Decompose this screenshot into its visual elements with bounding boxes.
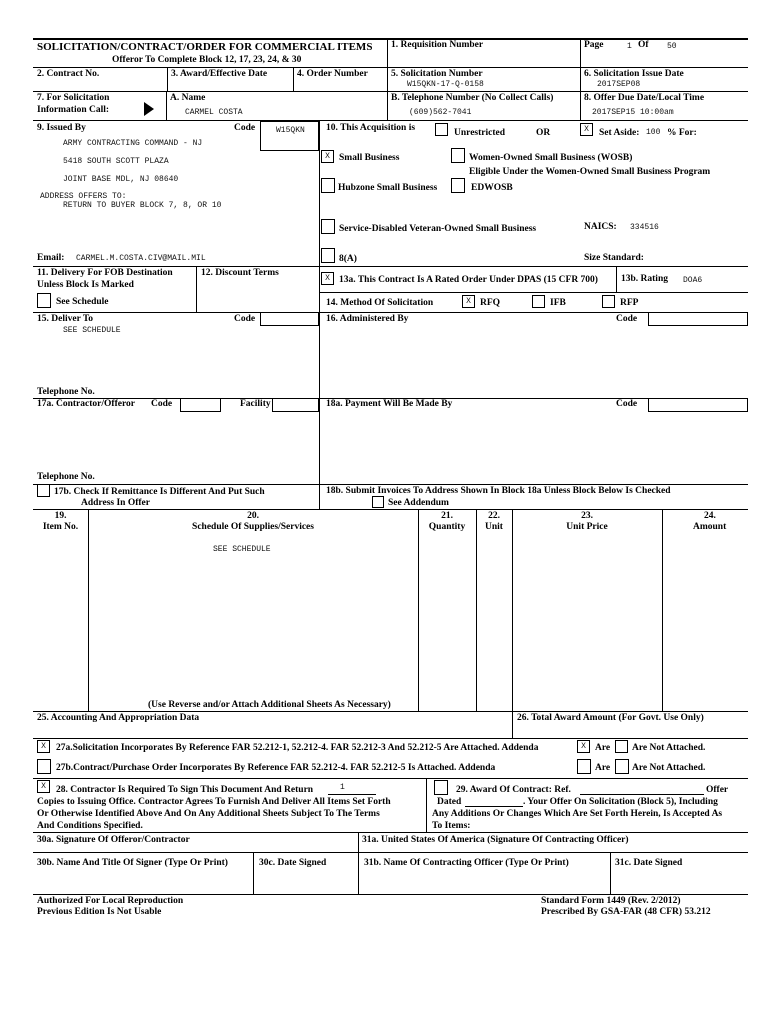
or-label: OR xyxy=(536,128,551,138)
payment-code-label: Code xyxy=(616,399,638,409)
issuer-line-3: JOINT BASE MDL, NJ 08640 xyxy=(63,175,179,184)
signature-contractor-label: 30a. Signature Of Offeror/Contractor xyxy=(37,835,190,845)
edwosb-label: EDWOSB xyxy=(471,183,513,193)
offer-due-label: 8. Offer Due Date/Local Time xyxy=(584,93,705,103)
block-27b-are-checkbox[interactable] xyxy=(577,759,591,774)
block-28-line-1: 28. Contractor Is Required To Sign This Document And Return xyxy=(56,785,314,795)
rating-label: 13b. Rating xyxy=(621,274,668,284)
col-amount-header: Amount xyxy=(693,522,727,532)
contractor-telephone-label: Telephone No. xyxy=(37,472,95,482)
wosb-label: Women-Owned Small Business (WOSB) xyxy=(469,153,633,163)
delivery-label: 11. Delivery For FOB Destination xyxy=(37,268,173,278)
col-20-number: 20. xyxy=(247,511,259,521)
form-title: SOLICITATION/CONTRACT/ORDER FOR COMMERCIAL ITEMS xyxy=(37,41,373,53)
email-value: CARMEL.M.COSTA.CIV@MAIL.MIL xyxy=(76,254,206,263)
facility-box[interactable] xyxy=(272,398,319,412)
footer-reproduction: Authorized For Local Reproduction xyxy=(37,896,184,906)
schedule-body: SEE SCHEDULE xyxy=(213,545,271,554)
solicitation-no: W15QKN-17-Q-0158 xyxy=(407,80,484,89)
signer-date-label: 30c. Date Signed xyxy=(259,858,327,868)
deliver-to-telephone-label: Telephone No. xyxy=(37,387,95,397)
footer-previous-edition: Previous Edition Is Not Usable xyxy=(37,907,162,917)
hubzone-checkbox[interactable] xyxy=(321,178,335,193)
deliver-to-label: 15. Deliver To xyxy=(37,314,94,324)
block-29-line-4: To Items: xyxy=(432,821,471,831)
block-29-line-2: . Your Offer On Solicitation (Block 5), Including xyxy=(523,797,718,807)
block-27b-are-not-label: Are Not Attached. xyxy=(632,763,706,773)
schedule-footer-note: (Use Reverse and/or Attach Additional Sheets As Necessary) xyxy=(148,700,391,710)
see-schedule-label: See Schedule xyxy=(56,297,109,307)
administered-by-label: 16. Administered By xyxy=(326,314,409,324)
ifb-checkbox[interactable] xyxy=(532,295,545,308)
footer-form-number: Standard Form 1449 (Rev. 2/2012) xyxy=(541,896,681,906)
for-info-label-2: Information Call: xyxy=(37,105,110,115)
set-aside-checkbox[interactable]: X xyxy=(580,123,593,136)
delivery-label-2: Unless Block Is Marked xyxy=(37,280,134,290)
total-award-label: 26. Total Award Amount (For Govt. Use Only) xyxy=(517,713,704,723)
arrow-right-icon xyxy=(143,102,155,116)
invoices-label: 18b. Submit Invoices To Address Shown In Block 18a Unless Block Below Is Checked xyxy=(326,486,671,496)
block-27a-are-not-checkbox[interactable] xyxy=(615,740,628,753)
rating-value: DOA6 xyxy=(683,276,703,285)
col-19-number: 19. xyxy=(54,511,67,521)
col-21-number: 21. xyxy=(441,511,453,521)
block-27a-are-label: Are xyxy=(595,743,611,753)
eight-a-checkbox[interactable] xyxy=(321,248,335,263)
issuer-line-1: ARMY CONTRACTING COMMAND - NJ xyxy=(63,139,203,148)
issuer-line-5: RETURN TO BUYER BLOCK 7, 8, OR 10 xyxy=(63,201,222,210)
deliver-to-code-label: Code xyxy=(234,314,256,324)
issue-date: 2017SEP08 xyxy=(597,80,641,89)
col-24-number: 24. xyxy=(704,511,716,521)
block-29-checkbox[interactable] xyxy=(434,780,448,795)
ifb-label: IFB xyxy=(550,298,566,308)
sdvosb-label: Service-Disabled Veteran-Owned Small Business xyxy=(339,224,537,234)
footer-prescribed-by: Prescribed By GSA-FAR (48 CFR) 53.212 xyxy=(541,907,711,917)
small-business-checkbox[interactable]: X xyxy=(321,150,334,163)
contact-name: CARMEL COSTA xyxy=(185,108,243,117)
issued-by-code: W15QKN xyxy=(276,126,305,135)
block-27a-are-not-label: Are Not Attached. xyxy=(632,743,706,753)
remittance-label: 17b. Check If Remittance Is Different And Put Such xyxy=(54,487,265,497)
edwosb-checkbox[interactable] xyxy=(451,178,465,193)
set-aside-for-label: % For: xyxy=(667,128,697,138)
acquisition-label: 10. This Acquisition is xyxy=(326,123,416,133)
administered-code-box[interactable] xyxy=(648,312,748,326)
offer-due-value: 2017SEP15 10:00am xyxy=(592,108,674,117)
page-label: Page xyxy=(584,40,604,50)
contract-no-label: 2. Contract No. xyxy=(37,69,100,79)
rfq-checkbox[interactable]: X xyxy=(462,295,475,308)
col-22-number: 22. xyxy=(488,511,500,521)
signer-name-label: 30b. Name And Title Of Signer (Type Or Print) xyxy=(37,858,228,868)
small-business-label: Small Business xyxy=(339,153,400,163)
rfp-checkbox[interactable] xyxy=(602,295,615,308)
discount-terms-label: 12. Discount Terms xyxy=(201,268,279,278)
block-27b-checkbox[interactable] xyxy=(37,759,51,774)
name-label: A. Name xyxy=(170,93,206,103)
col-supplies-header: Schedule Of Supplies/Services xyxy=(192,522,314,532)
contractor-code-label: Code xyxy=(151,399,173,409)
block-27b-are-label: Are xyxy=(595,763,611,773)
rfq-label: RFQ xyxy=(480,298,501,308)
hubzone-label: Hubzone Small Business xyxy=(338,183,438,193)
rfp-label: RFP xyxy=(620,298,639,308)
block-27b-text: 27b.Contract/Purchase Order Incorporates By Reference FAR 52.212-4. FAR 52.212-5 Is Attached. Addenda xyxy=(56,763,496,773)
block-28-line-2: Copies to Issuing Office. Contractor Agrees To Furnish And Deliver All Items Set Forth xyxy=(37,797,391,807)
award-ref-field[interactable] xyxy=(580,784,704,795)
for-info-label: 7. For Solicitation xyxy=(37,93,110,103)
issued-by-code-label: Code xyxy=(234,123,256,133)
block-29-offer-label: Offer xyxy=(706,785,729,795)
naics-value: 334516 xyxy=(630,223,659,232)
solicitation-no-label: 5. Solicitation Number xyxy=(391,69,483,79)
accounting-label: 25. Accounting And Appropriation Data xyxy=(37,713,200,723)
deliver-to-value: SEE SCHEDULE xyxy=(63,326,121,335)
wosb-checkbox[interactable] xyxy=(451,148,465,163)
issuer-line-2: 5418 SOUTH SCOTT PLAZA xyxy=(63,157,169,166)
wosb-eligible-label: Eligible Under the Women-Owned Small Business Program xyxy=(469,167,711,177)
block-27b-are-not-checkbox[interactable] xyxy=(615,759,629,774)
order-no-label: 4. Order Number xyxy=(297,69,368,79)
block-29-line-3: Any Additions Or Changes Which Are Set Forth Herein, Is Accepted As xyxy=(432,809,723,819)
award-dated-field[interactable] xyxy=(465,796,523,807)
block-28-line-3: Or Otherwise Identified Above And On Any Additional Sheets Subject To The Terms xyxy=(37,809,380,819)
page-current: 1 xyxy=(627,42,632,51)
see-addendum-label: See Addendum xyxy=(388,498,449,508)
requisition-label: 1. Requisition Number xyxy=(391,40,484,50)
signature-officer-label: 31a. United States Of America (Signature Of Contracting Officer) xyxy=(362,835,629,845)
col-quantity-header: Quantity xyxy=(428,522,466,532)
phone-value: (609)562-7041 xyxy=(409,108,472,117)
unrestricted-checkbox[interactable] xyxy=(435,123,448,136)
col-unit-header: Unit xyxy=(485,522,503,532)
page-of-label: Of xyxy=(638,40,649,50)
size-standard-label: Size Standard: xyxy=(584,253,644,263)
deliver-to-code-box[interactable] xyxy=(260,312,319,326)
page-total: 50 xyxy=(667,42,677,51)
col-item-no-header: Item No. xyxy=(42,522,79,532)
block-27a-checkbox[interactable]: X xyxy=(37,740,50,753)
block-28-checkbox[interactable]: X xyxy=(37,780,50,793)
issue-date-label: 6. Solicitation Issue Date xyxy=(584,69,684,79)
remittance-checkbox[interactable] xyxy=(37,484,50,497)
email-label: Email: xyxy=(37,253,65,263)
unrestricted-label: Unrestricted xyxy=(454,128,506,138)
phone-label: B. Telephone Number (No Collect Calls) xyxy=(391,93,554,103)
block-27a-text: 27a.Solicitation Incorporates By Reference FAR 52.212-1, 52.212-4. FAR 52.212-3 And 52.212-5 Are Attached. Addenda xyxy=(56,743,539,753)
rated-order-checkbox[interactable]: X xyxy=(321,272,334,285)
contractor-code-box[interactable] xyxy=(180,398,221,412)
remittance-label-2: Address In Offer xyxy=(81,498,150,508)
contractor-label: 17a. Contractor/Offeror xyxy=(37,399,135,409)
col-unit-price-header: Unit Price xyxy=(566,522,608,532)
officer-name-label: 31b. Name Of Contracting Officer (Type Or Print) xyxy=(364,858,569,868)
rated-order-label: 13a. This Contract Is A Rated Order Under DPAS (15 CFR 700) xyxy=(339,275,598,285)
naics-label: NAICS: xyxy=(584,222,617,232)
officer-date-label: 31c. Date Signed xyxy=(615,858,683,868)
issuer-line-4: ADDRESS OFFERS TO: xyxy=(40,192,127,201)
administered-code-label: Code xyxy=(616,314,638,324)
set-aside-pct: 100 xyxy=(646,128,661,137)
form-subtitle: Offeror To Complete Block 12, 17, 23, 24, & 30 xyxy=(112,55,302,65)
set-aside-label: Set Aside: xyxy=(599,128,640,138)
facility-label: Facility xyxy=(240,399,271,409)
block-27a-are-checkbox[interactable]: X xyxy=(577,740,590,753)
award-date-label: 3. Award/Effective Date xyxy=(171,69,268,79)
copies-field[interactable] xyxy=(328,784,376,795)
method-label: 14. Method Of Solicitation xyxy=(326,298,434,308)
block-29-dated-label: Dated xyxy=(437,797,462,807)
block-28-line-4: And Conditions Specified. xyxy=(37,821,143,831)
copies-value: 1 xyxy=(340,783,345,792)
sdvosb-checkbox[interactable] xyxy=(321,219,335,234)
block-29-line-1: 29. Award Of Contract: Ref. xyxy=(456,785,571,795)
payment-label: 18a. Payment Will Be Made By xyxy=(326,399,453,409)
eight-a-label: 8(A) xyxy=(339,254,357,264)
issued-by-label: 9. Issued By xyxy=(37,123,86,133)
payment-code-box[interactable] xyxy=(648,398,748,412)
see-schedule-checkbox[interactable] xyxy=(37,293,51,308)
see-addendum-checkbox[interactable] xyxy=(372,496,384,508)
col-23-number: 23. xyxy=(581,511,593,521)
